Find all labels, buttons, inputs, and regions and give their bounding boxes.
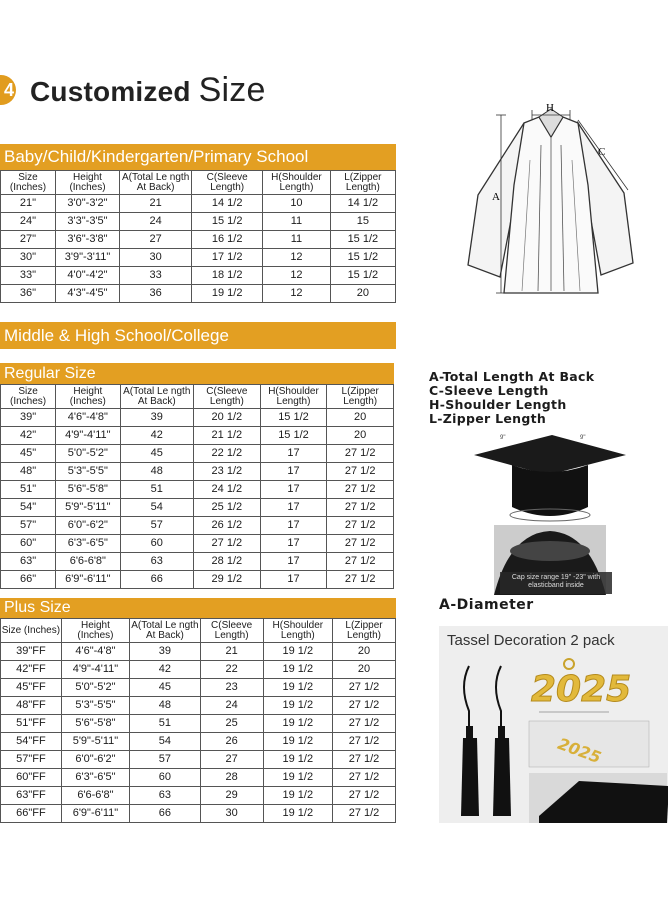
table-cell: 45" [1,445,56,463]
table-row [1,661,396,679]
table-cell: 15 1/2 [260,409,327,427]
table-cell: 17 [260,517,327,535]
table-cell: 42"FF [1,661,62,679]
table-cell: 27 1/2 [333,805,396,823]
table-cell: 24 [200,697,263,715]
table-cell: 30 [120,249,192,267]
table-cell: 39 [120,409,194,427]
column-header: C(Sleeve Length) [194,385,261,409]
table-cell: 27 1/2 [327,517,394,535]
table-row [1,249,396,267]
table-cell: 3'3"-3'5" [55,213,119,231]
table-row [1,445,394,463]
year-charm-small: 2025 [555,734,604,768]
column-header: H(Shoulder Length) [260,385,327,409]
table-cell: 19 1/2 [263,643,332,661]
gown-illustration [438,65,665,315]
table-cell: 15 1/2 [330,267,395,285]
table-cell: 27 1/2 [333,697,396,715]
table-cell: 63 [120,553,194,571]
table-cell: 27 [120,231,192,249]
table-row [1,805,396,823]
table-cell: 19 1/2 [263,679,332,697]
table-cell: 60 [120,535,194,553]
table-cell: 51" [1,481,56,499]
table-cell: 17 [260,553,327,571]
table-cell: 27 [200,751,263,769]
table-row [1,409,394,427]
table-cell: 19 1/2 [263,787,332,805]
column-header: C(Sleeve Length) [192,171,263,195]
table-cell: 27 1/2 [327,463,394,481]
table-cell: 12 [263,249,331,267]
cap-image [470,427,630,595]
column-header: L(Zipper Length) [330,171,395,195]
table-cell: 66"FF [1,805,62,823]
table-cell: 63"FF [1,787,62,805]
table-cell: 54 [120,499,194,517]
cap-board [474,435,626,475]
table-cell: 36 [120,285,192,303]
cap-crown [512,465,588,516]
table-cell: 54 [130,733,201,751]
table-header-row [1,619,396,643]
table-cell: 17 [260,445,327,463]
table-cell: 25 [200,715,263,733]
table-row [1,231,396,249]
table-cell: 66 [120,571,194,589]
table-cell: 23 [200,679,263,697]
table-cell: 26 1/2 [194,517,261,535]
table-row [1,697,396,715]
size-table-plus [0,618,396,823]
column-header: A(Total Le ngth At Back) [131,619,199,641]
table-cell: 27" [1,231,56,249]
table-cell: 27 1/2 [333,679,396,697]
table-cell: 5'6"-5'8" [56,481,120,499]
table-row [1,499,394,517]
table-cell: 21" [1,195,56,213]
section-band-adult: Middle & High School/College [0,322,396,349]
table-cell: 24 1/2 [194,481,261,499]
table-cell: 20 [330,285,395,303]
table-cell: 33" [1,267,56,285]
table-cell: 60" [1,535,56,553]
table-cell: 11 [263,213,331,231]
table-row [1,643,396,661]
table-cell: 4'0"-4'2" [55,267,119,285]
table-row [1,769,396,787]
table-cell: 29 [200,787,263,805]
table-cell: 42" [1,427,56,445]
table-cell: 16 1/2 [192,231,263,249]
table-cell: 21 [200,643,263,661]
table-cell: 19 1/2 [192,285,263,303]
table-cell: 21 [120,195,192,213]
table-cell: 5'0"-5'2" [61,679,129,697]
table-cell: 28 [200,769,263,787]
table-cell: 6'6-6'8" [56,553,120,571]
table-cell: 5'3"-5'5" [61,697,129,715]
table-cell: 27 1/2 [327,553,394,571]
table-cell: 5'3"-5'5" [56,463,120,481]
table-cell: 45 [120,445,194,463]
measurement-legend [429,370,659,426]
table-cell: 63 [130,787,201,805]
table-cell: 48"FF [1,697,62,715]
table-header-row [1,385,394,409]
table-row [1,715,396,733]
table-cell: 19 1/2 [263,805,332,823]
title-number-badge: 4 [0,75,16,105]
cap-size-caption: Cap size range 19" -23" with elasticband inside [500,572,612,594]
table-row [1,285,396,303]
brim-measure-a: 9" [500,435,506,441]
table-cell: 15 [330,213,395,231]
table-row [1,463,394,481]
table-cell: 57 [120,517,194,535]
table-cell: 57" [1,517,56,535]
section-band-regular: Regular Size [0,363,394,384]
table-row [1,679,396,697]
table-cell: 3'0"-3'2" [55,195,119,213]
column-header: A(Total Le ngth At Back) [120,385,194,409]
column-header: H(Shoulder Length) [263,171,331,195]
table-cell: 27 1/2 [333,769,396,787]
table-cell: 17 [260,463,327,481]
table-cell: 29 1/2 [194,571,261,589]
column-header: L(Zipper Length) [333,619,396,643]
table-cell: 6'9"-6'11" [56,571,120,589]
table-cell: 27 1/2 [327,499,394,517]
table-cell: 21 1/2 [194,427,261,445]
title-prefix: Customized [30,75,191,107]
table-cell: 19 1/2 [263,661,332,679]
table-cell: 6'3"-6'5" [56,535,120,553]
title-text [30,71,266,110]
table-cell: 3'6"-3'8" [55,231,119,249]
gown-diagram [438,65,665,315]
table-row [1,427,394,445]
table-cell: 54" [1,499,56,517]
table-cell: 17 [260,571,327,589]
table-cell: 12 [263,285,331,303]
table-cell: 19 1/2 [263,733,332,751]
table-cell: 6'0"-6'2" [56,517,120,535]
table-cell: 42 [130,661,201,679]
legend-item-a: A-Total Length At Back [429,369,595,384]
tassel-right [493,738,511,816]
table-cell: 27 1/2 [194,535,261,553]
table-cell: 28 1/2 [194,553,261,571]
table-cell: 3'9"-3'11" [55,249,119,267]
table-cell: 4'6"-4'8" [56,409,120,427]
table-cell: 36" [1,285,56,303]
table-cell: 48 [120,463,194,481]
table-cell: 15 1/2 [192,213,263,231]
table-row [1,195,396,213]
table-cell: 51"FF [1,715,62,733]
diameter-label: A-Diameter [439,597,534,613]
table-cell: 22 1/2 [194,445,261,463]
table-cell: 51 [120,481,194,499]
table-cell: 20 [327,409,394,427]
table-cell: 11 [263,231,331,249]
tassel-left [461,738,479,816]
table-cell: 66" [1,571,56,589]
table-cell: 15 1/2 [330,231,395,249]
table-cell: 42 [120,427,194,445]
table-cell: 18 1/2 [192,267,263,285]
table-cell: 60"FF [1,769,62,787]
table-cell: 20 [327,427,394,445]
table-cell: 60 [130,769,201,787]
column-header: Size (Inches) [1,385,56,409]
table-cell: 5'9"-5'11" [61,733,129,751]
column-header: Size (Inches) [1,619,62,643]
column-header: L(Zipper Length) [327,385,394,409]
table-cell: 20 [333,661,396,679]
legend-item-h: H-Shoulder Length [429,397,567,412]
table-cell: 5'6"-5'8" [61,715,129,733]
table-cell: 12 [263,267,331,285]
table-row [1,787,396,805]
table-cell: 6'9"-6'11" [61,805,129,823]
table-cell: 30 [200,805,263,823]
table-cell: 48" [1,463,56,481]
table-cell: 24 [120,213,192,231]
table-cell: 14 1/2 [192,195,263,213]
table-cell: 6'0"-6'2" [61,751,129,769]
column-header: A(Total Le ngth At Back) [120,171,192,195]
table-cell: 15 1/2 [330,249,395,267]
section-band-child: Baby/Child/Kindergarten/Primary School [0,144,396,170]
title-suffix: Size [198,70,266,109]
brim-measure-b: 9" [580,435,586,441]
table-cell: 30" [1,249,56,267]
table-cell: 5'0"-5'2" [56,445,120,463]
table-cell: 33 [120,267,192,285]
table-cell: 51 [130,715,201,733]
column-header: Height (Inches) [61,619,129,643]
column-header: Size (Inches) [1,171,56,195]
table-cell: 27 1/2 [327,445,394,463]
table-header-row [1,171,396,195]
table-cell: 17 [260,481,327,499]
table-cell: 54"FF [1,733,62,751]
label-h: H [546,102,554,114]
column-header: H(Shoulder Length) [263,619,332,643]
table-row [1,733,396,751]
legend-item-c: C-Sleeve Length [429,383,549,398]
table-cell: 19 1/2 [263,769,332,787]
tassel-panel [439,626,668,823]
table-row [1,267,396,285]
table-cell: 17 [260,535,327,553]
table-cell: 66 [130,805,201,823]
table-cell: 27 1/2 [333,787,396,805]
table-row [1,213,396,231]
table-cell: 27 1/2 [333,715,396,733]
table-row [1,751,396,769]
table-cell: 15 1/2 [260,427,327,445]
label-a: A [492,191,500,203]
table-cell: 45 [130,679,201,697]
table-row [1,553,394,571]
label-c: C [598,146,606,158]
column-header: Height (Inches) [56,385,120,409]
table-row [1,481,394,499]
table-row [1,535,394,553]
table-row [1,571,394,589]
table-cell: 27 1/2 [327,571,394,589]
table-cell: 17 [260,499,327,517]
table-cell: 39" [1,409,56,427]
table-cell: 45"FF [1,679,62,697]
table-cell: 19 1/2 [263,715,332,733]
size-table-child [0,170,396,303]
table-cell: 57"FF [1,751,62,769]
column-header: C(Sleeve Length) [200,619,263,643]
column-header: Height (Inches) [55,171,119,195]
table-cell: 20 [333,643,396,661]
table-cell: 10 [263,195,331,213]
table-cell: 48 [130,697,201,715]
page-title [0,68,266,112]
table-cell: 19 1/2 [263,751,332,769]
table-cell: 39 [130,643,201,661]
table-cell: 6'6-6'8" [61,787,129,805]
year-charm: 2025 [531,669,632,710]
table-cell: 39"FF [1,643,62,661]
table-cell: 57 [130,751,201,769]
table-cell: 63" [1,553,56,571]
legend-item-l: L-Zipper Length [429,411,547,426]
table-cell: 23 1/2 [194,463,261,481]
table-cell: 6'3"-6'5" [61,769,129,787]
table-cell: 27 1/2 [327,481,394,499]
table-cell: 17 1/2 [192,249,263,267]
table-cell: 4'9"-4'11" [61,661,129,679]
table-cell: 20 1/2 [194,409,261,427]
size-table-regular [0,384,394,589]
table-cell: 27 1/2 [333,733,396,751]
table-cell: 27 1/2 [327,535,394,553]
tassel-title: Tassel Decoration 2 pack [447,632,615,649]
table-cell: 27 1/2 [333,751,396,769]
table-cell: 24" [1,213,56,231]
table-cell: 25 1/2 [194,499,261,517]
table-row [1,517,394,535]
table-cell: 5'9"-5'11" [56,499,120,517]
table-cell: 19 1/2 [263,697,332,715]
section-band-plus: Plus Size [0,598,396,618]
table-cell: 22 [200,661,263,679]
table-cell: 14 1/2 [330,195,395,213]
table-cell: 4'9"-4'11" [56,427,120,445]
table-cell: 4'6"-4'8" [61,643,129,661]
table-cell: 26 [200,733,263,751]
table-cell: 4'3"-4'5" [55,285,119,303]
